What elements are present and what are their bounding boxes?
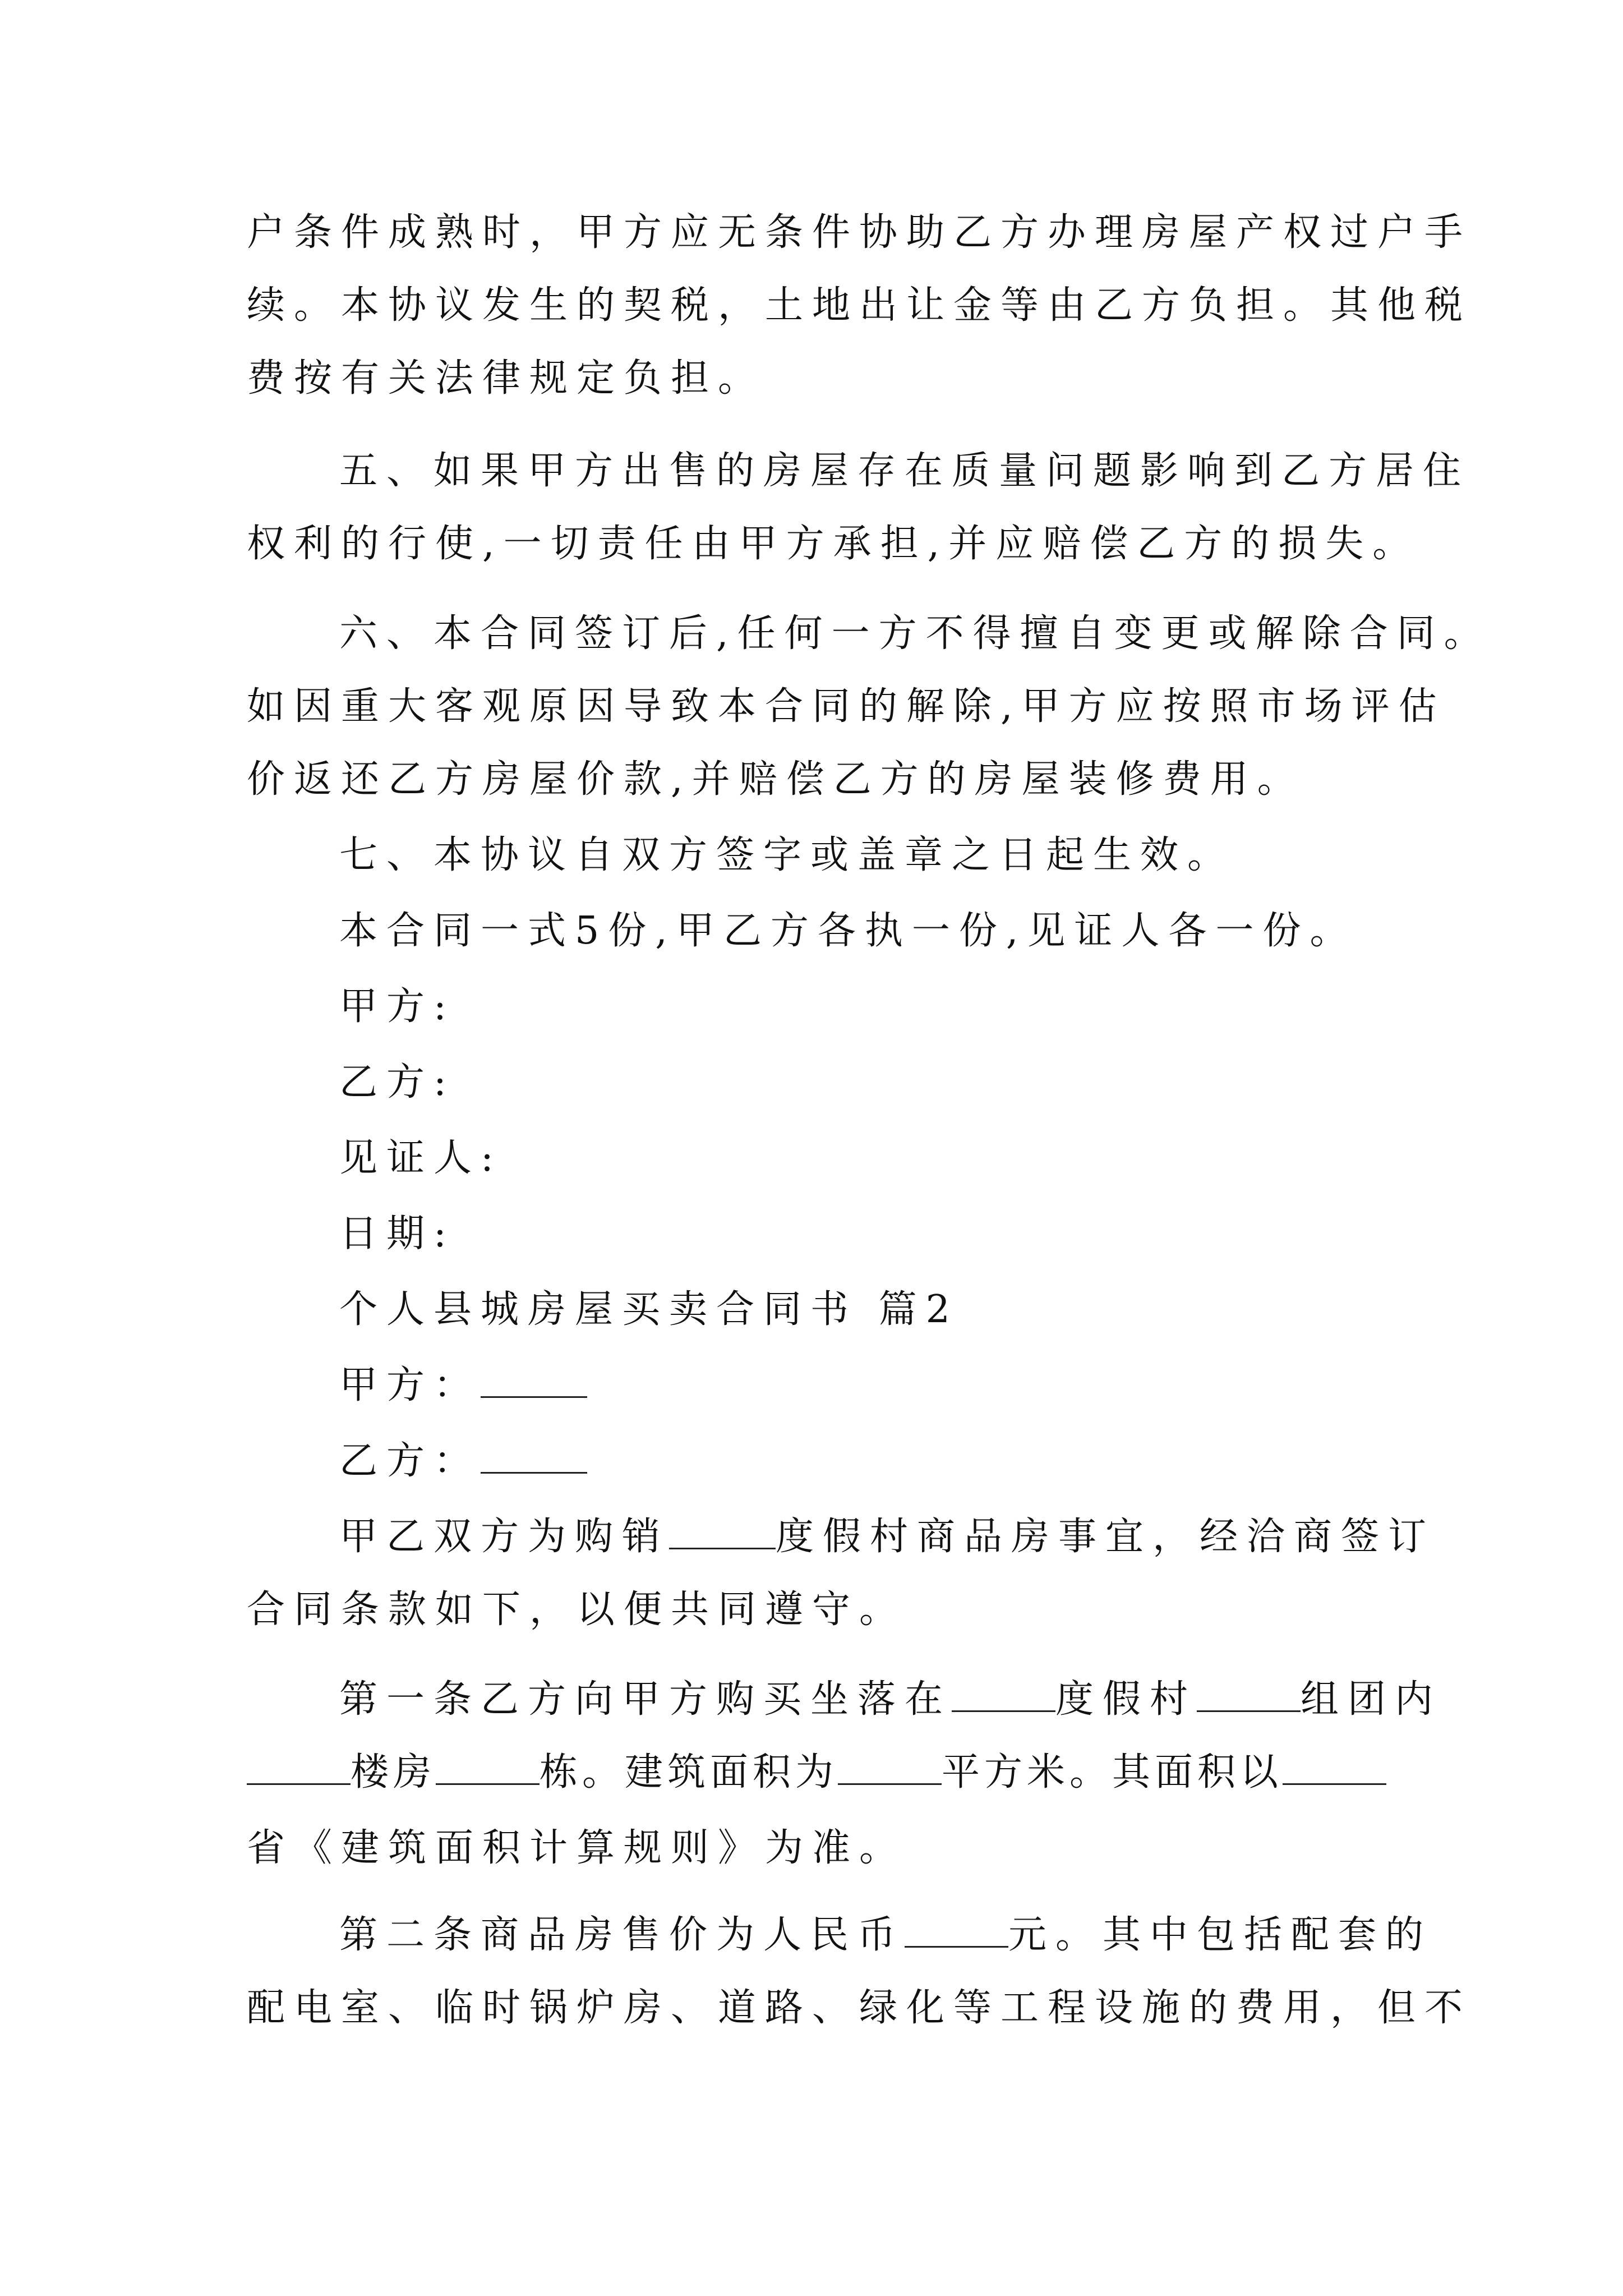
blank-line (481, 1363, 587, 1398)
blank-line (669, 1514, 776, 1549)
text-segment: 度假村商品房事宜，经洽商签订 (776, 1515, 1436, 1559)
paragraph-line: 合同条款如下，以便共同遵守。 (247, 1588, 907, 1632)
text-segment: 元。其中包括配套的 (1008, 1913, 1433, 1957)
paragraph-line: 续。本协议发生的契税，土地出让金等由乙方负担。其他税 (247, 283, 1472, 328)
paragraph-line: 费按有关法律规定负担。 (247, 356, 766, 401)
party-a-field (339, 1358, 1483, 1414)
witness-label: 见证人: (339, 1136, 502, 1180)
text-segment: 甲乙双方为购销 (339, 1515, 670, 1559)
party-b-label: 乙方: (339, 1060, 455, 1105)
copies-note: 本合同一式5份,甲乙方各执一份,见证人各一份。 (339, 909, 1357, 953)
text-segment: 栋。建筑面积为 (540, 1750, 838, 1795)
clause-5: 五、如果甲方出售的房屋存在质量问题影响到乙方居住 (339, 449, 1470, 493)
blank-line (952, 1677, 1055, 1712)
blank-line (436, 1750, 540, 1785)
clause-7: 七、本协议自双方签字或盖章之日起生效。 (339, 833, 1235, 877)
blank-line (247, 1750, 351, 1785)
blank-line (838, 1750, 942, 1785)
text-segment: 楼房 (351, 1750, 436, 1795)
blank-line (1283, 1750, 1386, 1785)
date-label: 日期: (339, 1212, 455, 1256)
party-b-field-label: 乙方： (339, 1439, 481, 1483)
text-segment: 第二条商品房售价为人民币 (339, 1913, 905, 1957)
paragraph-line: 价返还乙方房屋价款,并赔偿乙方的房屋装修费用。 (247, 757, 1304, 802)
party-a-field-label: 甲方： (339, 1363, 481, 1407)
text-segment: 平方米。其面积以 (942, 1750, 1283, 1795)
party-a-label: 甲方: (339, 984, 455, 1029)
article-1 (339, 1672, 1483, 1728)
text-segment: 第一条乙方向甲方购买坐落在 (339, 1677, 952, 1722)
paragraph-line: 权利的行使,一切责任由甲方承担,并应赔偿乙方的损失。 (247, 522, 1420, 566)
paragraph-line: 户条件成熟时，甲方应无条件协助乙方办理房屋产权过户手 (247, 210, 1472, 255)
intro-paragraph (339, 1509, 1483, 1565)
article-2 (339, 1907, 1483, 1963)
text-segment: 度假村 (1055, 1677, 1197, 1722)
article-1-line-2 (247, 1745, 1391, 1801)
paragraph-line: 如因重大客观原因导致本合同的解除,甲方应按照市场评估 (247, 684, 1446, 729)
paragraph-line: 省《建筑面积计算规则》为准。 (247, 1826, 907, 1870)
blank-line (1197, 1677, 1301, 1712)
paragraph-line: 配电室、临时锅炉房、道路、绿化等工程设施的费用，但不 (247, 1986, 1472, 2030)
section-title: 个人县城房屋买卖合同书 篇2 (339, 1287, 959, 1332)
party-b-field (339, 1433, 1483, 1489)
blank-line (905, 1912, 1008, 1948)
blank-line (481, 1438, 587, 1474)
clause-6: 六、本合同签订后,任何一方不得擅自变更或解除合同。 (339, 611, 1491, 656)
text-segment: 组团内 (1301, 1677, 1442, 1722)
